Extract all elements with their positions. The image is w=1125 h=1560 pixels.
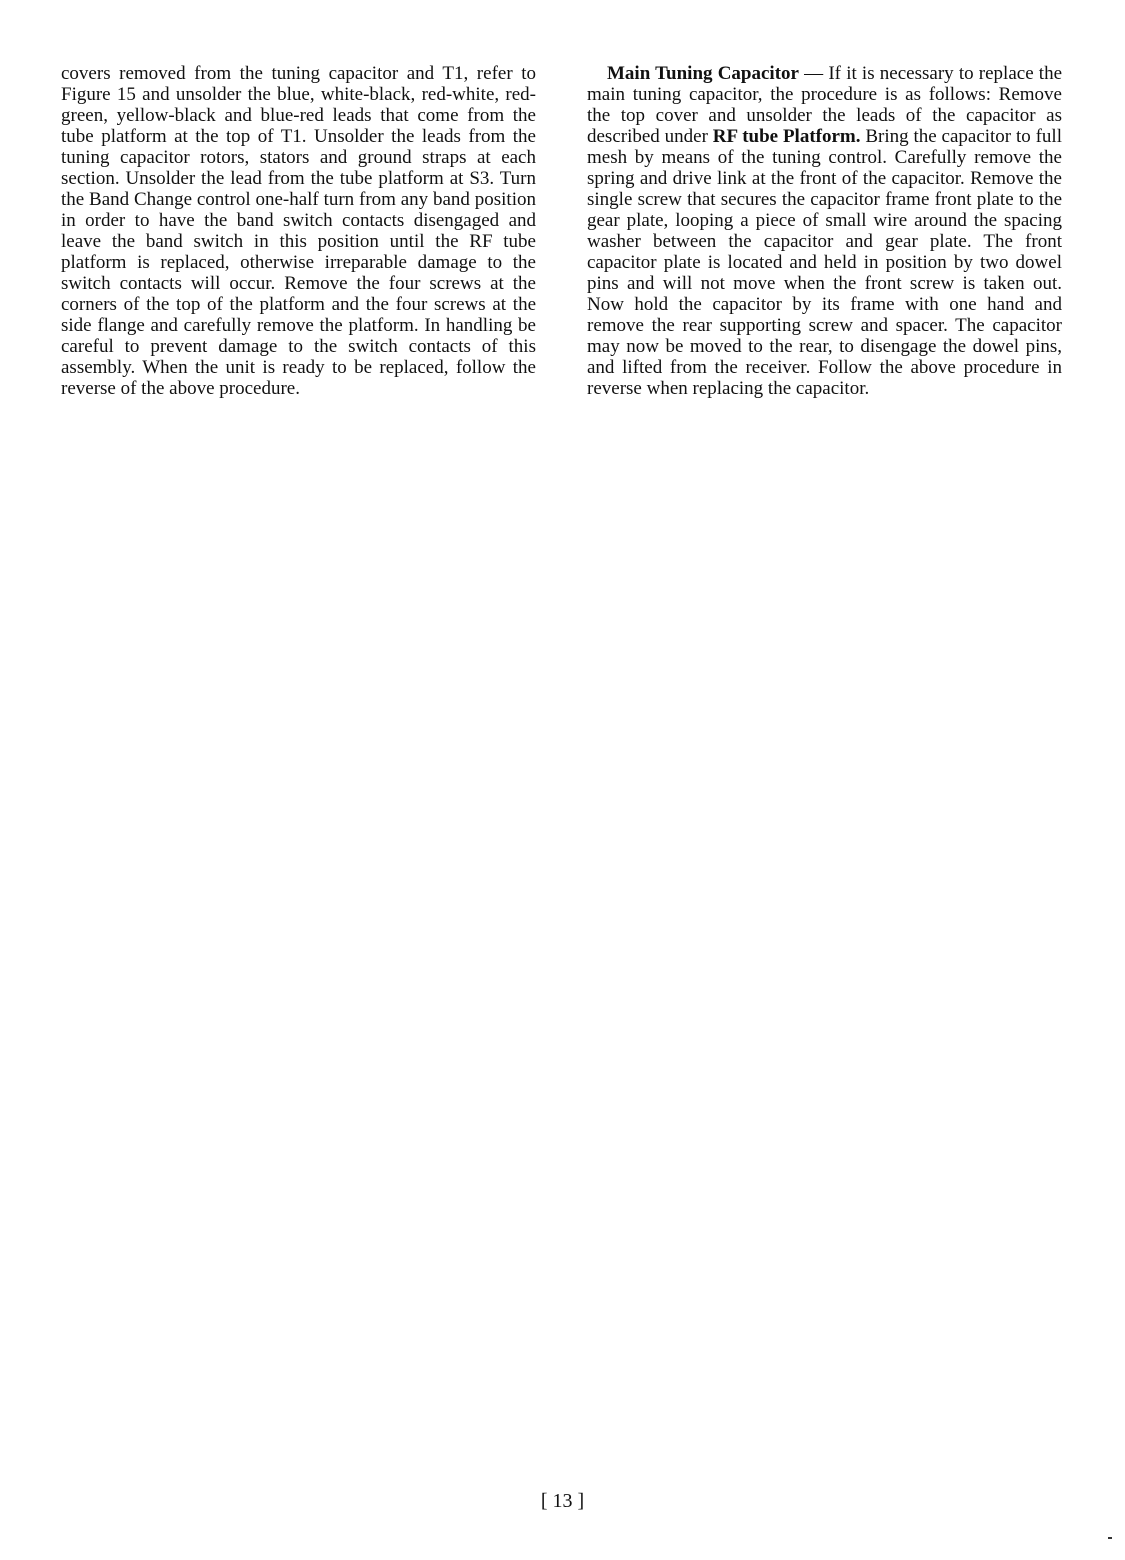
paragraph-text-end: Bring the capacitor to full mesh by means of the tuning control. Carefully remove the spring and drive link at the front of the capacitor. Remove the single screw that secures the capacitor frame front plate to the gear plate, looping a piece of small wire around the spacing washer between the capacitor and gear plate. The front capacitor plate is located and held in position by two dowel pins and will not move when the front screw is taken out. Now hold the capacitor by its frame with one hand and remove the rear supporting screw and spacer. The capacitor may now be moved to the rear, to disengage the dowel pins, and lifted from the receiver. Follow the above procedure in reverse when replacing the capacitor. (587, 126, 1062, 399)
scan-speck (1108, 1537, 1112, 1539)
section-heading: Main Tuning Capacitor (607, 63, 799, 84)
section-reference: RF tube Platform. (712, 126, 861, 147)
left-column (61, 63, 536, 399)
page-number: [ 13 ] (540, 1490, 585, 1512)
right-paragraph (587, 63, 1062, 399)
left-paragraph: covers removed from the tuning capacitor and T1, refer to Figure 15 and unsolder the blue, white-black, red-white, red-green, yellow-black and blue-red leads that come from the tube platform at the top of T1. Unsolder the leads from the tuning capacitor rotors, stators and ground straps at each section. Unsolder the lead from the tube platform at S3. Turn the Band Change control one-half turn from any band position in order to have the band switch contacts disengaged and leave the band switch in this position until the RF tube platform is replaced, otherwise irreparable damage to the switch contacts will occur. Remove the four screws at the corners of the top of the platform and the four screws at the side flange and carefully remove the platform. In handling be careful to prevent damage to the switch contacts of this assembly. When the unit is ready to be replaced, follow the reverse of the above procedure. (61, 63, 536, 399)
paragraph-text-start: If it is necessary to replace the main tuning capacitor, the procedure is as follows: Remove the top cover and unsolder the leads of the capacitor as described under (587, 63, 1063, 147)
heading-dash: — (798, 63, 829, 84)
right-column (587, 63, 1062, 399)
